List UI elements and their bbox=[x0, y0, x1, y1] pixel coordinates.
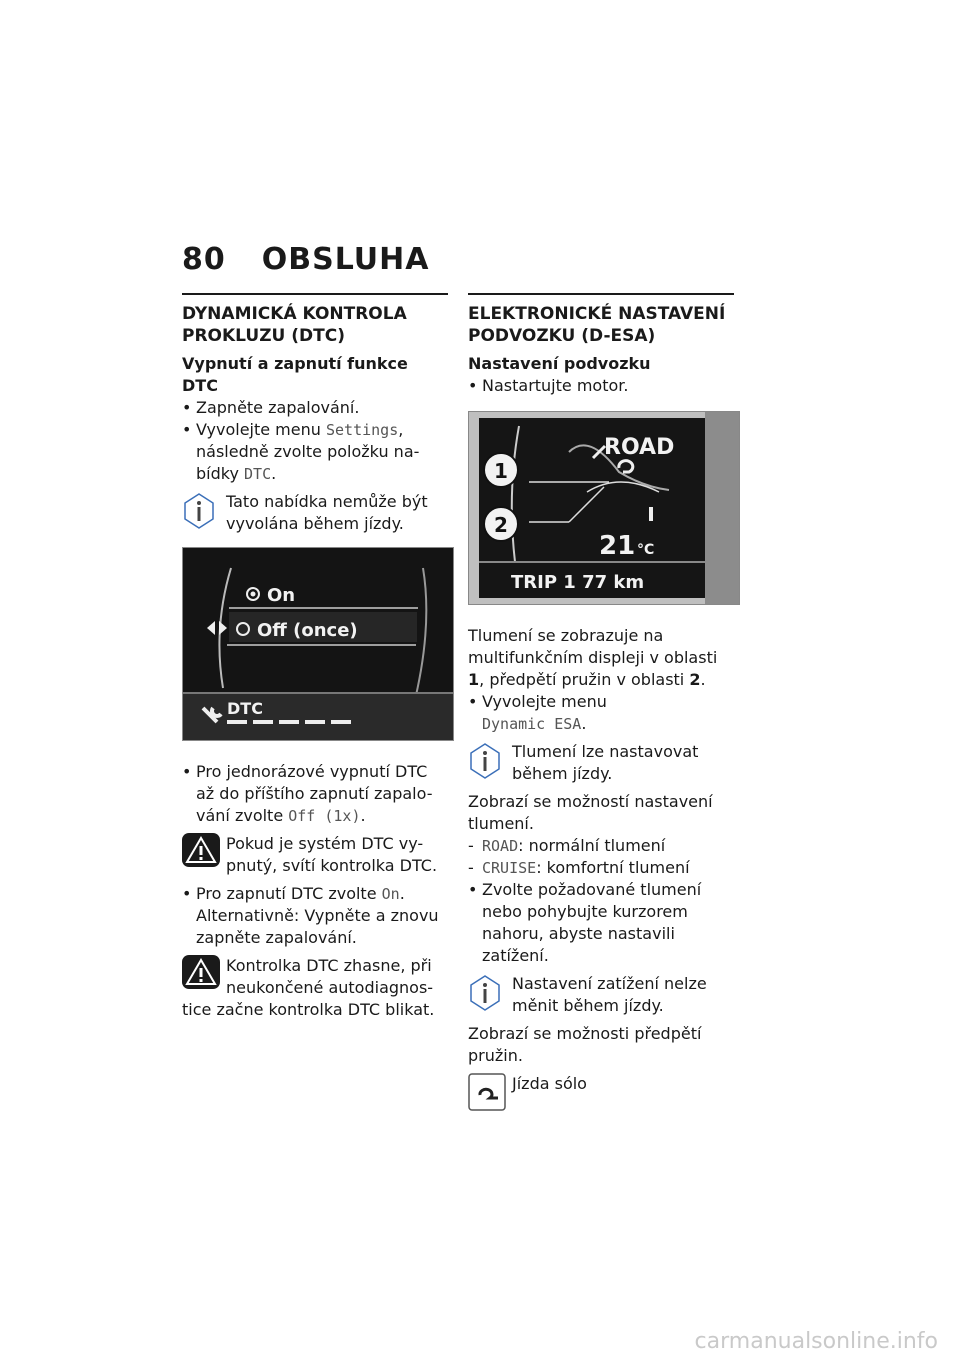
esa-display-image bbox=[468, 411, 740, 605]
temperature-unit: °C bbox=[637, 542, 655, 558]
note-text: Tato nabídka nemůže být vyvolána během jízdy. bbox=[226, 492, 428, 533]
paragraph bbox=[468, 625, 734, 691]
temperature: 21 bbox=[599, 531, 636, 561]
text: , bbox=[398, 420, 404, 439]
info-note bbox=[182, 491, 448, 535]
info-icon bbox=[182, 491, 216, 537]
watermark: carmanualsonline.info bbox=[694, 1329, 938, 1354]
text: vání zvolte bbox=[196, 806, 289, 825]
note-text: Nastavení zatížení nelze měnit během jízdy. bbox=[512, 974, 707, 1015]
text: Pro zapnutí DTC zvolte bbox=[196, 884, 382, 903]
text: 1 bbox=[468, 670, 480, 689]
text: : komfortní tlumení bbox=[536, 858, 690, 877]
warning-note bbox=[182, 955, 448, 1021]
section-heading-dtc: DYNAMICKÁ KONTROLA PROKLUZU (DTC) bbox=[182, 304, 407, 346]
text: Vyvolejte menu bbox=[196, 420, 326, 439]
section-rule bbox=[468, 293, 734, 295]
section-rule bbox=[182, 293, 448, 295]
text: následně zvolte položku na- bbox=[196, 442, 420, 461]
code-dynamic-esa: Dynamic ESA bbox=[482, 715, 582, 733]
left-column bbox=[182, 293, 448, 1027]
info-note bbox=[468, 973, 734, 1017]
note-text: Kontrolka DTC zhasne, při neukončené autodiagnos- bbox=[226, 956, 434, 997]
list-item: • Zapněte zapalování. bbox=[182, 397, 448, 419]
info-icon bbox=[468, 741, 502, 787]
text: . bbox=[271, 464, 277, 483]
callout-2: 2 bbox=[494, 513, 508, 537]
text: bídky bbox=[196, 464, 245, 483]
list-item bbox=[182, 419, 448, 485]
list-item bbox=[468, 835, 734, 857]
info-icon bbox=[468, 973, 502, 1019]
warning-note bbox=[182, 833, 448, 877]
code-road: ROAD bbox=[482, 837, 519, 855]
text: až do příštího zapnutí zapalo- bbox=[196, 784, 433, 803]
option-off-once: Off (once) bbox=[257, 620, 358, 641]
section-heading-desa: ELEKTRONICKÉ NASTAVENÍ PODVOZKU (D-ESA) bbox=[468, 304, 726, 346]
text: . bbox=[399, 884, 405, 903]
info-note bbox=[468, 741, 734, 785]
solo-rider-icon bbox=[468, 1073, 506, 1117]
option-on: On bbox=[267, 585, 296, 606]
text: . bbox=[581, 714, 587, 733]
rider-note bbox=[468, 1073, 734, 1095]
note-text: Pokud je systém DTC vy-pnutý, svítí kontrolka DTC. bbox=[226, 834, 438, 875]
code-dtc: DTC bbox=[244, 465, 272, 483]
subheading-dtc: Vypnutí a zapnutí funkce DTC bbox=[182, 354, 408, 395]
paragraph: Zobrazí se možností nastavení tlumení. bbox=[468, 792, 713, 833]
page-header bbox=[182, 242, 429, 277]
right-column bbox=[468, 293, 734, 1101]
list-item bbox=[182, 761, 448, 827]
trip-readout: TRIP 1 77 km bbox=[511, 572, 645, 593]
list-item: • Zvolte požadované tlumení nebo pohybujte kurzorem nahoru, abyste nastavili zatížení. bbox=[468, 879, 734, 967]
text: 2 bbox=[689, 670, 701, 689]
subheading-desa: Nastavení podvozku bbox=[468, 354, 651, 373]
text: Tlumení se zobrazuje na multifunkčním displeji v oblasti bbox=[468, 626, 718, 667]
code-on: On bbox=[381, 885, 400, 903]
paragraph: Alternativně: Vypněte a znovu zapněte zapalování. bbox=[196, 906, 439, 947]
code-cruise: CRUISE bbox=[482, 859, 537, 877]
page-number: 80 bbox=[182, 242, 226, 277]
text: Vyvolejte menu bbox=[482, 692, 607, 711]
paragraph: Zobrazí se možnosti předpětí pružin. bbox=[468, 1024, 702, 1065]
text: Pro jednorázové vypnutí DTC bbox=[196, 762, 428, 781]
code-settings: Settings bbox=[325, 421, 399, 439]
dtc-display-image bbox=[182, 547, 454, 741]
text: . bbox=[700, 670, 706, 689]
note-text: Tlumení lze nastavovat během jízdy. bbox=[512, 742, 699, 783]
callout-1: 1 bbox=[494, 459, 508, 483]
text: , předpětí pružin v oblasti bbox=[479, 670, 690, 689]
page-title: OBSLUHA bbox=[261, 242, 430, 277]
note-text: Jízda sólo bbox=[512, 1074, 587, 1093]
text: : normální tlumení bbox=[518, 836, 666, 855]
list-item bbox=[468, 691, 734, 735]
note-text: tice začne kontrolka DTC blikat. bbox=[182, 1000, 435, 1019]
esa-mode: ROAD bbox=[604, 435, 675, 460]
text: . bbox=[360, 806, 366, 825]
list-item bbox=[182, 883, 448, 905]
dtc-footer-label: DTC bbox=[227, 699, 263, 718]
list-item bbox=[468, 857, 734, 879]
warning-icon bbox=[182, 955, 220, 995]
warning-icon bbox=[182, 833, 220, 873]
list-item: • Nastartujte motor. bbox=[468, 375, 734, 397]
code-off-1x: Off (1x) bbox=[288, 807, 361, 825]
